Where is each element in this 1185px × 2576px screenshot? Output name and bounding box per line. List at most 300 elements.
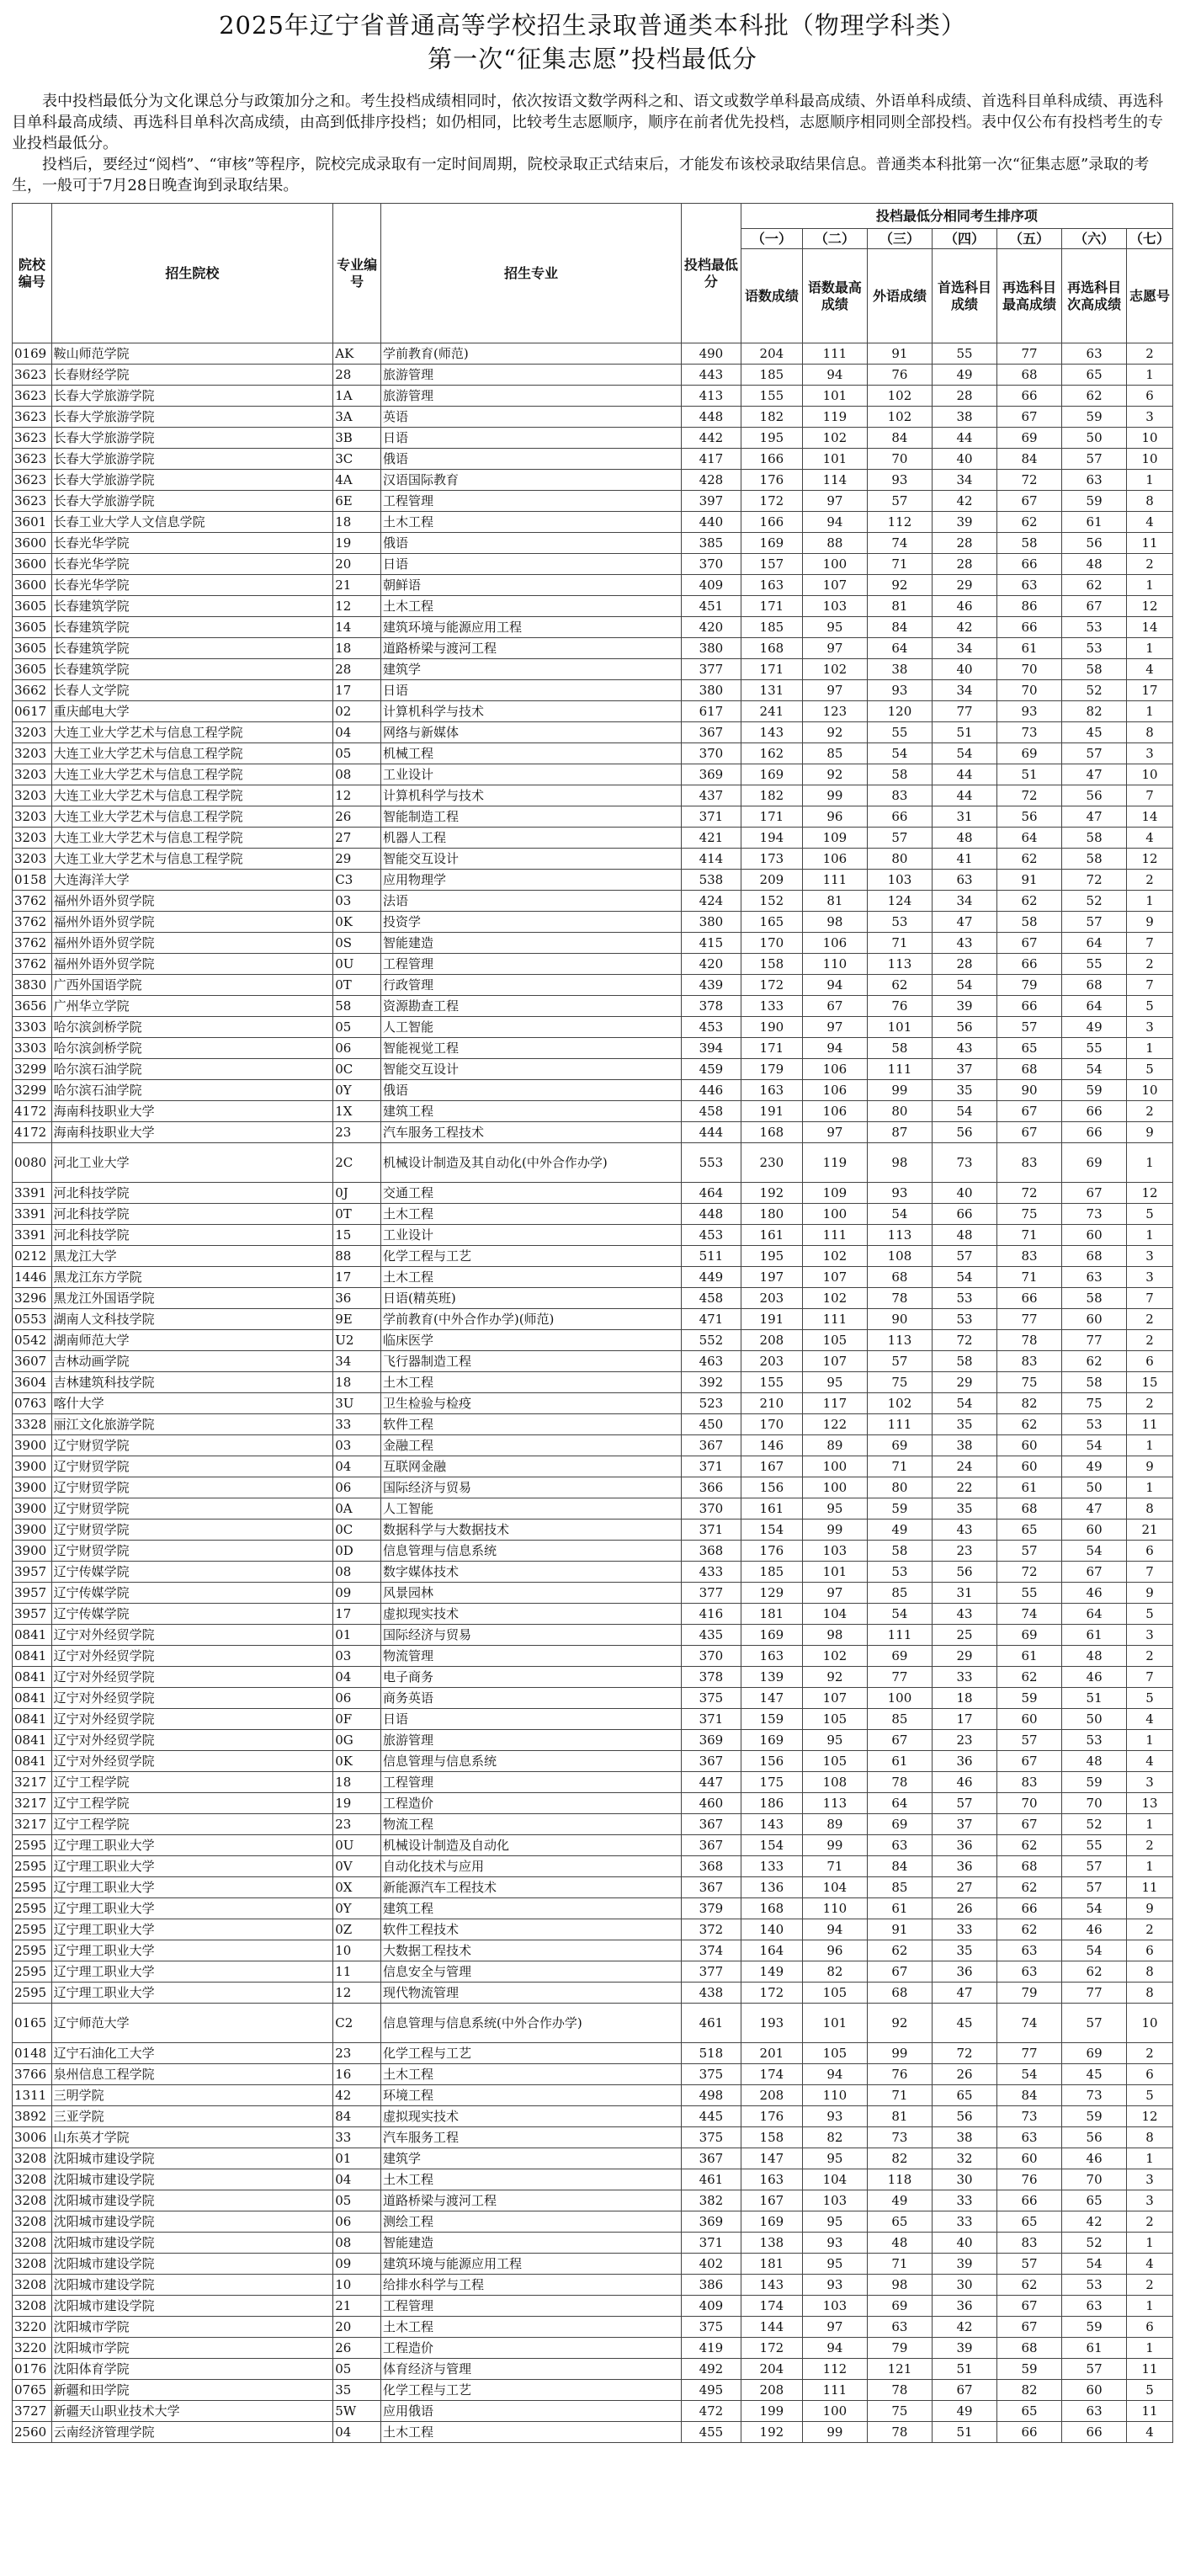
elective-max-cell: 67 xyxy=(997,2317,1062,2338)
preference-cell: 3 xyxy=(1127,2169,1173,2190)
yushu-max-cell: 85 xyxy=(802,743,867,764)
first-subject-cell: 56 xyxy=(932,1017,996,1038)
elective-second-cell: 64 xyxy=(1062,933,1127,954)
table-row xyxy=(13,1309,1173,1330)
school-code-cell: 3762 xyxy=(13,912,52,933)
elective-second-cell: 62 xyxy=(1062,1961,1127,1983)
first-subject-cell: 48 xyxy=(932,1225,996,1246)
preference-cell: 1 xyxy=(1127,2148,1173,2169)
table-row xyxy=(13,2169,1173,2190)
min-score-cell: 371 xyxy=(681,806,741,828)
elective-max-cell: 69 xyxy=(997,1625,1062,1646)
school-cell: 长春大学旅游学院 xyxy=(51,470,333,491)
school-code-cell: 3601 xyxy=(13,512,52,533)
school-code-cell: 3203 xyxy=(13,764,52,785)
yushu-cell: 208 xyxy=(741,2085,802,2106)
min-score-cell: 415 xyxy=(681,933,741,954)
elective-max-cell: 63 xyxy=(997,1961,1062,1983)
major-code-cell: 03 xyxy=(333,891,381,912)
school-cell: 广西外国语学院 xyxy=(51,975,333,996)
school-code-cell: 3391 xyxy=(13,1183,52,1204)
major-code-cell: 04 xyxy=(333,722,381,743)
elective-second-cell: 53 xyxy=(1062,2275,1127,2296)
foreign-lang-cell: 76 xyxy=(867,365,932,386)
first-subject-cell: 54 xyxy=(932,1101,996,1122)
min-score-cell: 553 xyxy=(681,1143,741,1183)
school-cell: 哈尔滨石油学院 xyxy=(51,1059,333,1080)
table-row xyxy=(13,1330,1173,1351)
min-score-cell: 409 xyxy=(681,575,741,596)
school-code-cell: 3299 xyxy=(13,1059,52,1080)
min-score-cell: 518 xyxy=(681,2043,741,2064)
major-cell: 虚拟现实技术 xyxy=(381,2106,682,2127)
first-subject-cell: 29 xyxy=(932,575,996,596)
school-cell: 长春人文学院 xyxy=(51,680,333,701)
elective-second-cell: 60 xyxy=(1062,2380,1127,2401)
table-row xyxy=(13,1562,1173,1583)
major-cell: 投资学 xyxy=(381,912,682,933)
yushu-max-cell: 94 xyxy=(802,2338,867,2359)
major-cell: 信息管理与信息系统 xyxy=(381,1541,682,1562)
first-subject-cell: 77 xyxy=(932,701,996,722)
score-table xyxy=(12,203,1173,2443)
foreign-lang-cell: 65 xyxy=(867,2211,932,2233)
foreign-lang-cell: 58 xyxy=(867,1038,932,1059)
yushu-max-cell: 106 xyxy=(802,933,867,954)
first-subject-cell: 43 xyxy=(932,1038,996,1059)
elective-max-cell: 83 xyxy=(997,1143,1062,1183)
foreign-lang-cell: 55 xyxy=(867,722,932,743)
yushu-max-cell: 107 xyxy=(802,1267,867,1288)
first-subject-cell: 34 xyxy=(932,638,996,659)
school-cell: 长春光华学院 xyxy=(51,533,333,554)
min-score-cell: 375 xyxy=(681,2064,741,2085)
school-cell: 辽宁对外经贸学院 xyxy=(51,1730,333,1751)
major-cell: 工程管理 xyxy=(381,954,682,975)
preference-cell: 3 xyxy=(1127,1017,1173,1038)
elective-max-cell: 73 xyxy=(997,2106,1062,2127)
title-line-1: 2025年辽宁省普通高等学校招生录取普通类本科批（物理学科类） xyxy=(219,11,966,40)
major-code-cell: 1X xyxy=(333,1101,381,1122)
elective-second-cell: 58 xyxy=(1062,828,1127,849)
yushu-max-cell: 89 xyxy=(802,1814,867,1835)
first-subject-cell: 34 xyxy=(932,891,996,912)
school-code-cell: 3220 xyxy=(13,2338,52,2359)
min-score-cell: 617 xyxy=(681,701,741,722)
yushu-cell: 147 xyxy=(741,1688,802,1709)
table-row xyxy=(13,1940,1173,1961)
school-cell: 辽宁财贸学院 xyxy=(51,1520,333,1541)
school-code-cell: 0212 xyxy=(13,1246,52,1267)
major-code-cell: 0X xyxy=(333,1877,381,1898)
foreign-lang-cell: 102 xyxy=(867,407,932,428)
major-code-cell: 06 xyxy=(333,1688,381,1709)
foreign-lang-cell: 87 xyxy=(867,1122,932,1143)
school-code-cell: 3208 xyxy=(13,2211,52,2233)
school-code-cell: 3600 xyxy=(13,533,52,554)
elective-second-cell: 52 xyxy=(1062,680,1127,701)
elective-second-cell: 73 xyxy=(1062,1204,1127,1225)
min-score-cell: 367 xyxy=(681,1835,741,1856)
min-score-cell: 370 xyxy=(681,1646,741,1667)
table-row xyxy=(13,743,1173,764)
major-code-cell: 6E xyxy=(333,491,381,512)
major-cell: 朝鲜语 xyxy=(381,575,682,596)
school-code-cell: 0165 xyxy=(13,2004,52,2043)
major-cell: 大数据工程技术 xyxy=(381,1940,682,1961)
foreign-lang-cell: 58 xyxy=(867,764,932,785)
preference-cell: 12 xyxy=(1127,849,1173,870)
table-row xyxy=(13,1646,1173,1667)
school-code-cell: 3900 xyxy=(13,1477,52,1498)
yushu-cell: 174 xyxy=(741,2064,802,2085)
school-cell: 吉林动画学院 xyxy=(51,1351,333,1372)
foreign-lang-cell: 82 xyxy=(867,2148,932,2169)
school-cell: 大连工业大学艺术与信息工程学院 xyxy=(51,849,333,870)
table-row xyxy=(13,1751,1173,1772)
school-code-cell: 4172 xyxy=(13,1122,52,1143)
elective-second-cell: 54 xyxy=(1062,1435,1127,1456)
school-cell: 丽江文化旅游学院 xyxy=(51,1414,333,1435)
yushu-max-cell: 101 xyxy=(802,386,867,407)
yushu-cell: 155 xyxy=(741,386,802,407)
elective-second-cell: 54 xyxy=(1062,1059,1127,1080)
school-code-cell: 3727 xyxy=(13,2401,52,2422)
preference-cell: 6 xyxy=(1127,386,1173,407)
foreign-lang-cell: 57 xyxy=(867,491,932,512)
major-code-cell: 11 xyxy=(333,1961,381,1983)
yushu-max-cell: 94 xyxy=(802,1919,867,1940)
preference-cell: 1 xyxy=(1127,1814,1173,1835)
major-cell: 土木工程 xyxy=(381,512,682,533)
first-subject-cell: 57 xyxy=(932,1246,996,1267)
school-cell: 鞍山师范学院 xyxy=(51,343,333,365)
major-code-cell: 0U xyxy=(333,954,381,975)
school-cell: 长春建筑学院 xyxy=(51,596,333,617)
preference-cell: 1 xyxy=(1127,365,1173,386)
elective-max-cell: 63 xyxy=(997,1940,1062,1961)
first-subject-cell: 30 xyxy=(932,2169,996,2190)
table-row xyxy=(13,1856,1173,1877)
first-subject-cell: 65 xyxy=(932,2085,996,2106)
yushu-max-cell: 112 xyxy=(802,2359,867,2380)
table-row xyxy=(13,1267,1173,1288)
table-row xyxy=(13,617,1173,638)
elective-max-cell: 60 xyxy=(997,1456,1062,1477)
first-subject-cell: 33 xyxy=(932,1919,996,1940)
school-cell: 湖南人文科技学院 xyxy=(51,1309,333,1330)
major-code-cell: 06 xyxy=(333,1477,381,1498)
yushu-max-cell: 105 xyxy=(802,1751,867,1772)
elective-max-cell: 66 xyxy=(997,617,1062,638)
major-cell: 自动化技术与应用 xyxy=(381,1856,682,1877)
table-row xyxy=(13,2233,1173,2254)
yushu-max-cell: 114 xyxy=(802,470,867,491)
first-subject-cell: 36 xyxy=(932,2296,996,2317)
min-score-cell: 414 xyxy=(681,849,741,870)
preference-cell: 4 xyxy=(1127,2254,1173,2275)
preference-cell: 4 xyxy=(1127,512,1173,533)
first-subject-cell: 40 xyxy=(932,659,996,680)
min-score-cell: 367 xyxy=(681,1751,741,1772)
yushu-cell: 154 xyxy=(741,1520,802,1541)
min-score-cell: 375 xyxy=(681,1688,741,1709)
table-row xyxy=(13,806,1173,828)
preference-cell: 3 xyxy=(1127,1267,1173,1288)
elective-second-cell: 49 xyxy=(1062,1456,1127,1477)
major-code-cell: 0U xyxy=(333,1835,381,1856)
table-row xyxy=(13,1080,1173,1101)
major-cell: 工业设计 xyxy=(381,764,682,785)
elective-second-cell: 73 xyxy=(1062,2085,1127,2106)
major-cell: 互联网金融 xyxy=(381,1456,682,1477)
foreign-lang-cell: 103 xyxy=(867,870,932,891)
yushu-max-cell: 67 xyxy=(802,996,867,1017)
school-code-cell: 3623 xyxy=(13,491,52,512)
foreign-lang-cell: 71 xyxy=(867,1456,932,1477)
yushu-cell: 191 xyxy=(741,1101,802,1122)
table-row xyxy=(13,722,1173,743)
elective-max-cell: 73 xyxy=(997,722,1062,743)
major-code-cell: 09 xyxy=(333,2254,381,2275)
table-row xyxy=(13,407,1173,428)
header-idx-4: （四） xyxy=(932,229,996,249)
major-code-cell: 10 xyxy=(333,2275,381,2296)
elective-second-cell: 53 xyxy=(1062,1730,1127,1751)
elective-max-cell: 86 xyxy=(997,596,1062,617)
yushu-max-cell: 113 xyxy=(802,1793,867,1814)
school-cell: 辽宁理工职业大学 xyxy=(51,1877,333,1898)
school-code-cell: 3900 xyxy=(13,1435,52,1456)
table-row xyxy=(13,785,1173,806)
preference-cell: 1 xyxy=(1127,701,1173,722)
elective-max-cell: 66 xyxy=(997,554,1062,575)
school-code-cell: 3623 xyxy=(13,449,52,470)
elective-second-cell: 47 xyxy=(1062,764,1127,785)
school-cell: 沈阳城市建设学院 xyxy=(51,2275,333,2296)
min-score-cell: 367 xyxy=(681,1435,741,1456)
yushu-max-cell: 95 xyxy=(802,1730,867,1751)
major-cell: 化学工程与工艺 xyxy=(381,2380,682,2401)
major-code-cell: 0J xyxy=(333,1183,381,1204)
min-score-cell: 443 xyxy=(681,365,741,386)
preference-cell: 5 xyxy=(1127,1688,1173,1709)
school-cell: 辽宁理工职业大学 xyxy=(51,1835,333,1856)
yushu-cell: 156 xyxy=(741,1751,802,1772)
school-cell: 辽宁对外经贸学院 xyxy=(51,1751,333,1772)
preference-cell: 12 xyxy=(1127,2106,1173,2127)
preference-cell: 5 xyxy=(1127,2380,1173,2401)
school-code-cell: 3662 xyxy=(13,680,52,701)
major-cell: 智能视觉工程 xyxy=(381,1038,682,1059)
school-code-cell: 0553 xyxy=(13,1309,52,1330)
preference-cell: 5 xyxy=(1127,1204,1173,1225)
major-code-cell: 01 xyxy=(333,1625,381,1646)
yushu-max-cell: 122 xyxy=(802,1414,867,1435)
school-cell: 辽宁理工职业大学 xyxy=(51,1898,333,1919)
major-cell: 土木工程 xyxy=(381,2064,682,2085)
foreign-lang-cell: 69 xyxy=(867,2296,932,2317)
elective-second-cell: 63 xyxy=(1062,2401,1127,2422)
elective-second-cell: 48 xyxy=(1062,1646,1127,1667)
first-subject-cell: 54 xyxy=(932,743,996,764)
preference-cell: 7 xyxy=(1127,933,1173,954)
yushu-max-cell: 111 xyxy=(802,1225,867,1246)
elective-second-cell: 60 xyxy=(1062,1309,1127,1330)
header-sub-6: 再选科目次高成绩 xyxy=(1062,249,1127,343)
school-code-cell: 2560 xyxy=(13,2422,52,2443)
preference-cell: 15 xyxy=(1127,1372,1173,1393)
yushu-max-cell: 97 xyxy=(802,638,867,659)
school-cell: 辽宁石油化工大学 xyxy=(51,2043,333,2064)
major-code-cell: 20 xyxy=(333,2317,381,2338)
yushu-cell: 133 xyxy=(741,996,802,1017)
min-score-cell: 447 xyxy=(681,1772,741,1793)
min-score-cell: 367 xyxy=(681,2148,741,2169)
school-cell: 辽宁对外经贸学院 xyxy=(51,1646,333,1667)
min-score-cell: 369 xyxy=(681,764,741,785)
foreign-lang-cell: 84 xyxy=(867,617,932,638)
yushu-max-cell: 100 xyxy=(802,2401,867,2422)
school-code-cell: 3328 xyxy=(13,1414,52,1435)
school-cell: 福州外语外贸学院 xyxy=(51,891,333,912)
foreign-lang-cell: 92 xyxy=(867,2004,932,2043)
foreign-lang-cell: 69 xyxy=(867,1646,932,1667)
major-cell: 汽车服务工程 xyxy=(381,2127,682,2148)
table-row xyxy=(13,1059,1173,1080)
elective-second-cell: 46 xyxy=(1062,2148,1127,2169)
elective-max-cell: 72 xyxy=(997,470,1062,491)
school-cell: 云南经济管理学院 xyxy=(51,2422,333,2443)
preference-cell: 7 xyxy=(1127,1288,1173,1309)
major-code-cell: 27 xyxy=(333,828,381,849)
first-subject-cell: 56 xyxy=(932,2106,996,2127)
yushu-cell: 190 xyxy=(741,1017,802,1038)
preference-cell: 7 xyxy=(1127,785,1173,806)
min-score-cell: 438 xyxy=(681,1983,741,2004)
preference-cell: 1 xyxy=(1127,2296,1173,2317)
yushu-max-cell: 105 xyxy=(802,1983,867,2004)
elective-second-cell: 45 xyxy=(1062,722,1127,743)
yushu-max-cell: 97 xyxy=(802,1122,867,1143)
first-subject-cell: 22 xyxy=(932,1477,996,1498)
major-cell: 行政管理 xyxy=(381,975,682,996)
preference-cell: 12 xyxy=(1127,1183,1173,1204)
major-code-cell: 04 xyxy=(333,2169,381,2190)
major-code-cell: 0F xyxy=(333,1709,381,1730)
school-cell: 长春工业大学人文信息学院 xyxy=(51,512,333,533)
table-row xyxy=(13,1835,1173,1856)
major-cell: 信息管理与信息系统(中外合作办学) xyxy=(381,2004,682,2043)
yushu-cell: 149 xyxy=(741,1961,802,1983)
foreign-lang-cell: 113 xyxy=(867,1330,932,1351)
yushu-cell: 170 xyxy=(741,1414,802,1435)
elective-second-cell: 47 xyxy=(1062,806,1127,828)
first-subject-cell: 26 xyxy=(932,1898,996,1919)
major-cell: 工程管理 xyxy=(381,1772,682,1793)
table-row xyxy=(13,596,1173,617)
school-cell: 辽宁理工职业大学 xyxy=(51,1919,333,1940)
title-line-2: 第一次“征集志愿”投档最低分 xyxy=(428,45,757,73)
yushu-cell: 171 xyxy=(741,596,802,617)
yushu-cell: 159 xyxy=(741,1709,802,1730)
min-score-cell: 378 xyxy=(681,996,741,1017)
min-score-cell: 367 xyxy=(681,722,741,743)
foreign-lang-cell: 80 xyxy=(867,1477,932,1498)
school-cell: 黑龙江东方学院 xyxy=(51,1267,333,1288)
major-code-cell: 0C xyxy=(333,1059,381,1080)
yushu-cell: 194 xyxy=(741,828,802,849)
first-subject-cell: 40 xyxy=(932,449,996,470)
header-sub-5: 再选科目最高成绩 xyxy=(997,249,1062,343)
table-row xyxy=(13,1604,1173,1625)
table-row xyxy=(13,2085,1173,2106)
preference-cell: 2 xyxy=(1127,554,1173,575)
table-row xyxy=(13,533,1173,554)
yushu-cell: 164 xyxy=(741,1940,802,1961)
school-code-cell: 3208 xyxy=(13,2254,52,2275)
min-score-cell: 449 xyxy=(681,1267,741,1288)
yushu-max-cell: 107 xyxy=(802,575,867,596)
table-row xyxy=(13,912,1173,933)
table-row xyxy=(13,2359,1173,2380)
yushu-max-cell: 95 xyxy=(802,2148,867,2169)
yushu-max-cell: 71 xyxy=(802,1856,867,1877)
elective-max-cell: 75 xyxy=(997,1204,1062,1225)
yushu-cell: 185 xyxy=(741,617,802,638)
yushu-cell: 169 xyxy=(741,2211,802,2233)
yushu-max-cell: 94 xyxy=(802,2064,867,2085)
yushu-max-cell: 94 xyxy=(802,1038,867,1059)
school-code-cell: 3623 xyxy=(13,407,52,428)
table-row xyxy=(13,975,1173,996)
foreign-lang-cell: 59 xyxy=(867,1498,932,1520)
preference-cell: 4 xyxy=(1127,1751,1173,1772)
yushu-max-cell: 102 xyxy=(802,659,867,680)
preference-cell: 2 xyxy=(1127,2043,1173,2064)
yushu-max-cell: 100 xyxy=(802,1204,867,1225)
yushu-cell: 199 xyxy=(741,2401,802,2422)
major-cell: 智能建造 xyxy=(381,2233,682,2254)
preference-cell: 8 xyxy=(1127,2127,1173,2148)
major-cell: 道路桥梁与渡河工程 xyxy=(381,638,682,659)
first-subject-cell: 45 xyxy=(932,2004,996,2043)
elective-max-cell: 59 xyxy=(997,2359,1062,2380)
foreign-lang-cell: 38 xyxy=(867,659,932,680)
header-school: 招生院校 xyxy=(51,204,333,343)
major-cell: 汉语国际教育 xyxy=(381,470,682,491)
first-subject-cell: 34 xyxy=(932,470,996,491)
yushu-cell: 143 xyxy=(741,2275,802,2296)
yushu-cell: 169 xyxy=(741,533,802,554)
yushu-max-cell: 103 xyxy=(802,596,867,617)
yushu-cell: 156 xyxy=(741,1477,802,1498)
school-code-cell: 3217 xyxy=(13,1793,52,1814)
first-subject-cell: 36 xyxy=(932,1856,996,1877)
major-code-cell: 08 xyxy=(333,2233,381,2254)
table-row xyxy=(13,1730,1173,1751)
major-cell: 人工智能 xyxy=(381,1017,682,1038)
school-code-cell: 3303 xyxy=(13,1017,52,1038)
yushu-max-cell: 106 xyxy=(802,849,867,870)
min-score-cell: 451 xyxy=(681,596,741,617)
foreign-lang-cell: 81 xyxy=(867,2106,932,2127)
foreign-lang-cell: 80 xyxy=(867,849,932,870)
school-cell: 辽宁理工职业大学 xyxy=(51,1856,333,1877)
elective-max-cell: 67 xyxy=(997,1751,1062,1772)
elective-second-cell: 42 xyxy=(1062,2211,1127,2233)
min-score-cell: 397 xyxy=(681,491,741,512)
